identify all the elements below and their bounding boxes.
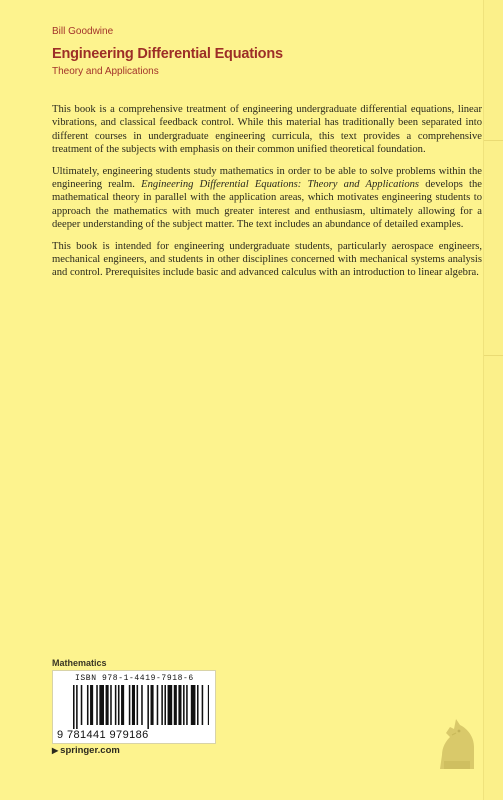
barcode-bar bbox=[168, 685, 173, 725]
description-paragraph-2 bbox=[52, 165, 482, 232]
barcode-bar bbox=[157, 685, 159, 725]
barcode-bar bbox=[151, 685, 154, 725]
subject-category: Mathematics bbox=[52, 658, 107, 668]
barcode-bar bbox=[178, 685, 181, 725]
spine-divider bbox=[484, 355, 503, 356]
barcode-bar bbox=[99, 685, 104, 725]
barcode-bar bbox=[87, 685, 89, 725]
book-description bbox=[52, 103, 482, 288]
barcode-bar bbox=[197, 685, 199, 725]
barcode-bar bbox=[132, 685, 135, 725]
spine-divider bbox=[484, 140, 503, 141]
barcode-bar bbox=[137, 685, 139, 725]
description-p2-book-title: Engineering Differential Equations: Theory and Applications bbox=[141, 179, 420, 191]
barcode-bar bbox=[110, 685, 112, 725]
barcode-bar bbox=[115, 685, 117, 725]
barcode-bar bbox=[76, 685, 78, 729]
barcode-bar bbox=[90, 685, 93, 725]
triangle-right-icon: ▶ bbox=[52, 746, 59, 755]
description-p2-lead: Ultimately, engineering students study mathematics in order to be able to solve problems within the engineering realm. bbox=[52, 165, 482, 191]
barcode-bar bbox=[106, 685, 109, 725]
barcode-bar bbox=[118, 685, 120, 725]
spine-edge bbox=[483, 0, 503, 800]
barcode-bar bbox=[161, 685, 163, 725]
isbn-label: ISBN 978-1-4419-7918-6 bbox=[75, 674, 194, 683]
springer-knight-icon bbox=[432, 715, 480, 771]
publisher-link[interactable] bbox=[52, 745, 120, 756]
description-p2-tail: develops the mathematical theory in parallel with the application areas, which motivates engineering students to approach the mathematics with much greater interest and enthusiasm, ultimately allowing for a deeper understanding of the subject matter. The text includes an abundance of detailed examples. bbox=[52, 179, 482, 231]
barcode-bar bbox=[73, 685, 75, 729]
barcode-bar bbox=[96, 685, 98, 725]
author-name: Bill Goodwine bbox=[52, 26, 114, 37]
barcode-bar bbox=[141, 685, 143, 725]
ean-digits: 9 781441 979186 bbox=[57, 729, 149, 741]
barcode-bar bbox=[191, 685, 196, 725]
book-subtitle: Theory and Applications bbox=[52, 66, 159, 77]
description-paragraph-3: This book is intended for engineering undergraduate students, particularly aerospace engineers, mechanical engineers, and students in other disciplines concerned with mechanical systems analysis and control. Prerequisites include basic and advanced calculus with an introduction to linear algebra. bbox=[52, 240, 482, 279]
barcode-bar bbox=[129, 685, 131, 725]
barcode-bar bbox=[174, 685, 177, 725]
description-paragraph-1: This book is a comprehensive treatment of engineering undergraduate differential equations, linear vibrations, and classical feedback control. While this material has traditionally been separated into different courses in undergraduate engineering curricula, this text provides a comprehensive treatment of the subjects with emphasis on their common unified theoretical foundation. bbox=[52, 104, 482, 156]
barcode-bars bbox=[73, 685, 209, 729]
barcode-bar bbox=[81, 685, 83, 725]
barcode-bar bbox=[164, 685, 166, 725]
barcode-bar bbox=[208, 685, 209, 725]
barcode-bar bbox=[202, 685, 204, 725]
publisher-url: springer.com bbox=[60, 745, 120, 756]
isbn-barcode bbox=[52, 670, 216, 744]
barcode-bar bbox=[121, 685, 124, 725]
barcode-bar bbox=[183, 685, 185, 725]
barcode-bar bbox=[186, 685, 188, 725]
book-title: Engineering Differential Equations bbox=[52, 46, 283, 62]
barcode-bar bbox=[147, 685, 149, 729]
